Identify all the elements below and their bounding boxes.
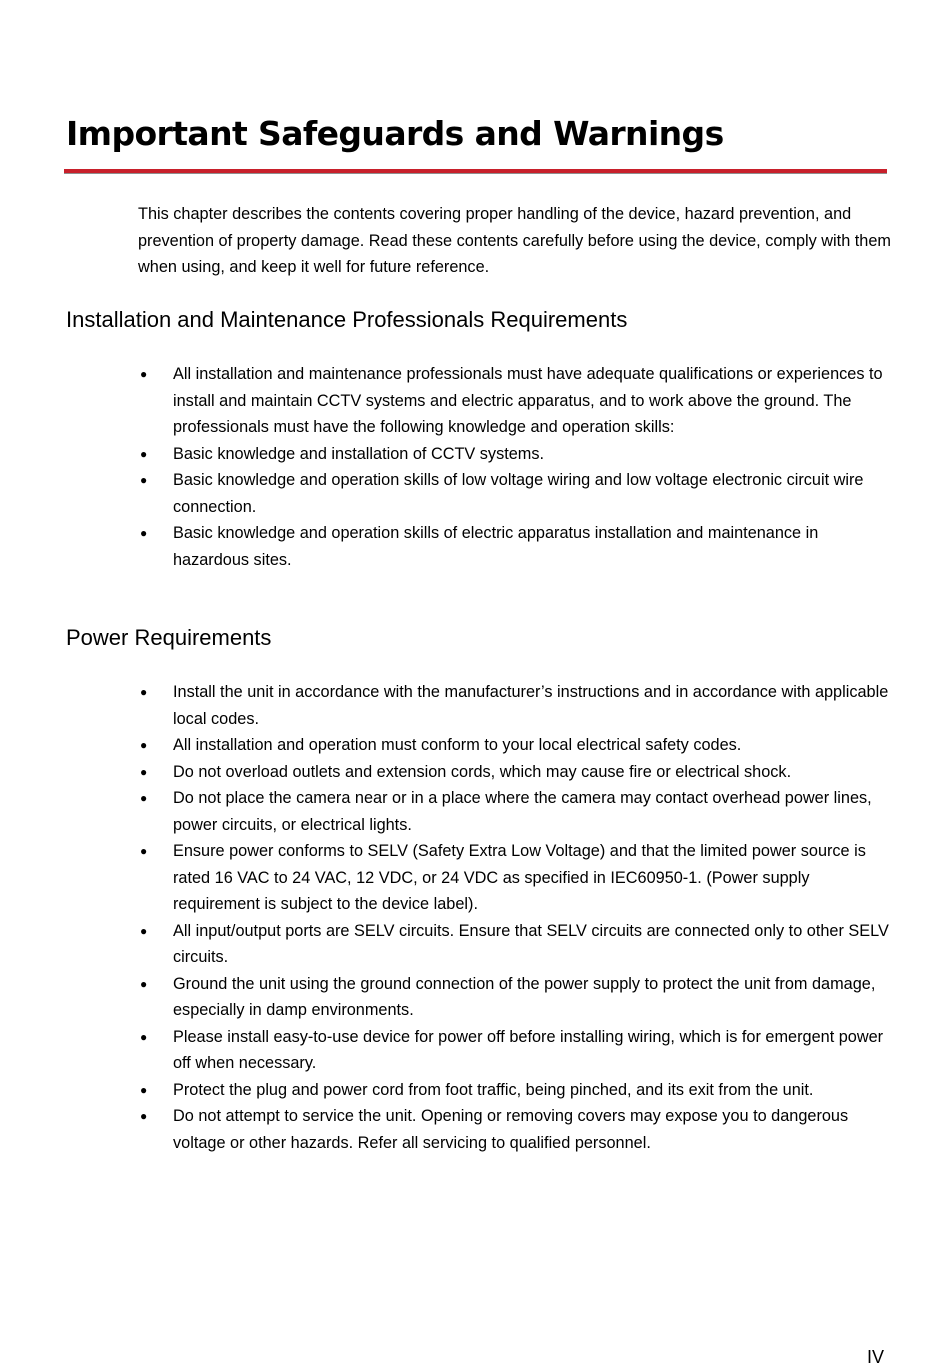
list-item <box>138 361 898 441</box>
list-item-text: All input/output ports are SELV circuits. Ensure that SELV circuits are connected only to other SELV circuits. <box>173 921 889 966</box>
list-item-text: Ensure power conforms to SELV (Safety Extra Low Voltage) and that the limited power source is rated 16 VAC to 24 VAC, 12 VDC, or 24 VDC as specified in IEC60950-1. (Power supply requirement is subject to the device label). <box>173 842 866 913</box>
power-requirements-list <box>138 679 898 1156</box>
list-item-text: Basic knowledge and installation of CCTV systems. <box>173 444 545 463</box>
bullet-icon: ● <box>140 1029 148 1044</box>
list-item <box>138 759 898 786</box>
list-item-text: Protect the plug and power cord from foot traffic, being pinched, and its exit from the unit. <box>173 1080 814 1099</box>
bullet-icon: ● <box>140 1082 148 1097</box>
list-item <box>138 732 898 759</box>
bullet-icon: ● <box>140 446 148 461</box>
bullet-icon: ● <box>140 923 148 938</box>
list-item-text: Install the unit in accordance with the manufacturer’s instructions and in accordance with applicable local codes. <box>173 683 889 728</box>
list-item <box>138 679 898 732</box>
list-item <box>138 467 898 520</box>
bullet-icon: ● <box>140 1109 148 1123</box>
section-heading-power: Power Requirements <box>66 625 272 650</box>
list-item-text: Basic knowledge and operation skills of electric apparatus installation and maintenance in hazardous sites. <box>173 524 819 569</box>
list-item-text: Do not place the camera near or in a place where the camera may contact overhead power lines, power circuits, or electrical lights. <box>173 789 872 834</box>
list-item-text: Do not attempt to service the unit. Opening or removing covers may expose you to dangerous voltage or other hazards. Refer all servicing to qualified personnel. <box>173 1107 849 1152</box>
bullet-icon: ● <box>140 791 148 805</box>
page-number: IV <box>866 1347 884 1367</box>
list-item <box>138 971 898 1024</box>
bullet-icon: ● <box>140 367 148 381</box>
list-item-text: Please install easy-to-use device for power off before installing wiring, which is for emergent power off when necessary. <box>173 1027 884 1072</box>
bullet-icon: ● <box>140 526 148 540</box>
bullet-icon: ● <box>140 844 148 858</box>
bullet-icon: ● <box>140 738 148 752</box>
list-item-text: Ground the unit using the ground connection of the power supply to protect the unit from damage, especially in damp environments. <box>173 974 876 1019</box>
list-item-text: Basic knowledge and operation skills of low voltage wiring and low voltage electronic circuit wire connection. <box>173 471 864 516</box>
page-title: Important Safeguards and Warnings <box>66 114 724 153</box>
list-item-text: All installation and operation must conform to your local electrical safety codes. <box>173 736 742 754</box>
bullet-icon: ● <box>140 976 148 991</box>
list-item <box>138 520 898 573</box>
title-divider <box>64 169 887 174</box>
section-heading-installation: Installation and Maintenance Professionals Requirements <box>66 307 628 332</box>
list-item <box>138 1024 898 1077</box>
list-item <box>138 1103 898 1156</box>
list-item <box>138 838 898 918</box>
list-item <box>138 785 898 838</box>
list-item <box>138 441 898 468</box>
bullet-icon: ● <box>140 685 148 699</box>
intro-paragraph: This chapter describes the contents covering proper handling of the device, hazard prevention, and prevention of property damage. Read these contents carefully before using the device, comply with them when using, and keep it well for future reference. <box>138 205 891 276</box>
list-item-text: Do not overload outlets and extension cords, which may cause fire or electrical shock. <box>173 762 792 781</box>
installation-requirements-list <box>138 361 898 573</box>
list-item-text: All installation and maintenance professionals must have adequate qualifications or experiences to install and maintain CCTV systems and electric apparatus, and to work above the ground. The professionals must have the following knowledge and operation skills: <box>173 365 883 436</box>
bullet-icon: ● <box>140 764 148 779</box>
bullet-icon: ● <box>140 473 148 487</box>
list-item <box>138 1077 898 1104</box>
list-item <box>138 918 898 971</box>
